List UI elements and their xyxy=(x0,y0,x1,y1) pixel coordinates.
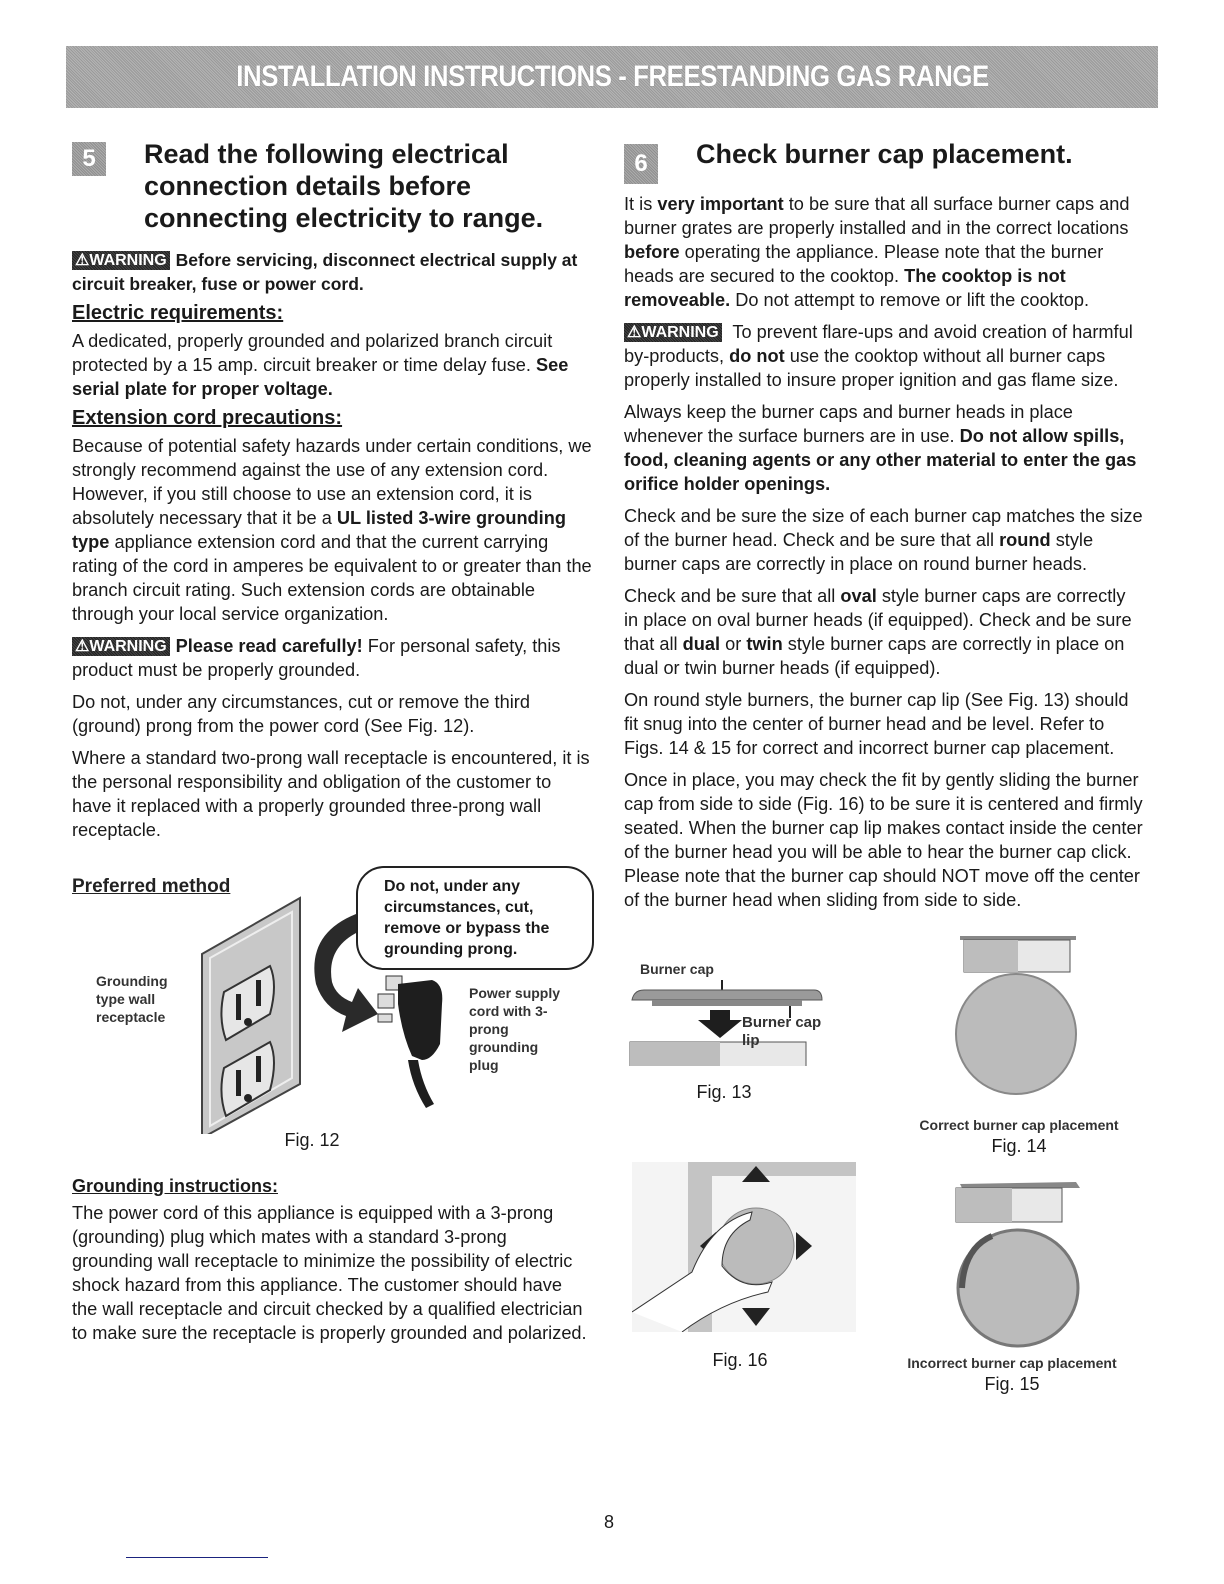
figure-14 xyxy=(894,932,1144,1156)
burner-cap-lip-label: Burner cap lip xyxy=(742,1014,822,1049)
warning-badge: ⚠WARNING xyxy=(72,251,170,270)
extension-cord-text: Because of potential safety hazards under certain conditions, we strongly recommend against the use of any extension cord. However, if you still choose to use an extension cord, it is absolutely necessary that it be a UL listed 3-wire grounding type appliance extension cord and that the current carrying rating of the cord in amperes be equivalent to or greater than the branch circuit rating. Such extension cords are obtainable through your local service organization. xyxy=(72,436,592,624)
oval-dual-paragraph: Check and be sure that all oval style burner caps are correctly in place on oval burner heads (if equipped). Check and be sure that all dual or twin style burner caps are correctly in place on dual or twin burner heads (if equipped). xyxy=(624,586,1132,678)
figure-16 xyxy=(624,1162,864,1382)
step-number-badge: 5 xyxy=(72,142,106,176)
extension-cord-heading: Extension cord precautions: xyxy=(72,407,343,429)
preferred-method-heading: Preferred method xyxy=(72,876,231,897)
hand-sliding-cap-illustration xyxy=(632,1162,856,1332)
receptacle-paragraph: Where a standard two-prong wall receptacle is encountered, it is the personal responsibility and obligation of the customer to have it replaced with a properly grounded three-prong wall receptacle. xyxy=(72,748,590,840)
footer-rule xyxy=(126,1557,268,1558)
warning-callout: Do not, under any circumstances, cut, remove or bypass the grounding prong. xyxy=(356,866,594,970)
receptacle-label: Grounding type wall receptacle xyxy=(96,973,168,1025)
wall-receptacle-illustration xyxy=(192,894,312,1134)
figure-12 xyxy=(72,864,592,1164)
warning-badge: ⚠WARNING xyxy=(624,323,722,342)
step-6-header xyxy=(624,138,1144,184)
grounding-instructions-text: The power cord of this appliance is equipped with a 3-prong (grounding) plug which mates with a standard 3-prong grounding wall receptacle to minimize the possibility of electric shock hazard from this appliance. The customer should have the wall receptacle and circuit checked by a qualified electrician to make sure the receptacle is properly grounded and polarized. xyxy=(72,1203,587,1343)
incorrect-placement-label: Incorrect burner cap placement xyxy=(907,1355,1117,1371)
prong-paragraph: Do not, under any circumstances, cut or remove the third (ground) prong from the power cord (See Fig. 12). xyxy=(72,692,530,736)
round-burner-paragraph: On round style burners, the burner cap lip (See Fig. 13) should fit snug into the center of burner head and be level. Refer to Figs. 14 & 15 for correct and incorrect burner cap placement. xyxy=(624,690,1129,758)
step-5-header xyxy=(72,138,592,234)
fig-13-caption: Fig. 13 xyxy=(696,1082,752,1102)
step-5-title: Read the following electrical connection details before connecting electricity to range. xyxy=(144,139,544,233)
three-prong-plug-illustration xyxy=(372,964,462,1114)
warning-grounded: ⚠WARNING Please read carefully! For personal safety, this product must be properly grounded. xyxy=(72,636,561,680)
plug-label: Power supply cord with 3-prong grounding plug xyxy=(469,985,561,1073)
banner-title: INSTALLATION INSTRUCTIONS - FREESTANDING GAS RANGE xyxy=(235,60,989,93)
fig-15-caption: Fig. 15 xyxy=(984,1374,1040,1394)
figure-15 xyxy=(880,1178,1144,1418)
warning-disconnect: ⚠WARNING Before servicing, disconnect electrical supply at circuit breaker, fuse or power cord. xyxy=(72,250,578,294)
correct-cap-illustration xyxy=(954,932,1084,1102)
electric-requirements-heading: Electric requirements: xyxy=(72,302,284,324)
figure-13 xyxy=(624,932,824,1102)
warning-badge: ⚠WARNING xyxy=(72,637,170,656)
intro-paragraph: It is very important to be sure that all surface burner caps and burner grates are properly installed and in the correct locations before operating the appliance. Please note that the burner heads are secured to the cooktop. The cooktop is not removeable. Do not attempt to remove or lift the cooktop. xyxy=(624,194,1130,310)
correct-placement-label: Correct burner cap placement xyxy=(919,1117,1119,1133)
fit-check-paragraph: Once in place, you may check the fit by gently sliding the burner cap from side to side (Fig. 16) to be sure it is centered and firmly seated. When the burner cap lip makes contact inside the center of the burner head you will be able to hear the burner cap click. Please note that the burner cap should NOT move off the center of the burner head when sliding from side to side. xyxy=(624,770,1143,910)
warning-flare-ups: ⚠WARNING To prevent flare-ups and avoid creation of harmful by-products, do not use the cooktop without all burner caps properly installed to insure proper ignition and gas flame size. xyxy=(624,322,1133,390)
page-banner xyxy=(66,46,1158,108)
step-6-title: Check burner cap placement. xyxy=(696,139,1073,169)
step-number-badge: 6 xyxy=(624,144,658,184)
incorrect-cap-illustration xyxy=(952,1178,1082,1348)
electric-requirements-text: A dedicated, properly grounded and polarized branch circuit protected by a 15 amp. circuit breaker or time delay fuse. See serial plate for proper voltage. xyxy=(72,331,569,399)
grounding-instructions-heading: Grounding instructions: xyxy=(72,1176,278,1196)
page-number: 8 xyxy=(604,1512,615,1532)
step-5-section xyxy=(72,138,592,1345)
keep-caps-paragraph: Always keep the burner caps and burner heads in place whenever the surface burners are in use. Do not allow spills, food, cleaning agents or any other material to enter the gas orifice holder openings. xyxy=(624,402,1137,494)
size-paragraph: Check and be sure the size of each burner cap matches the size of the burner head. Check and be sure that all round style burner caps are correctly in place on round burner heads. xyxy=(624,506,1143,574)
burner-cap-label: Burner cap xyxy=(640,961,714,977)
fig-12-caption: Fig. 12 xyxy=(284,1130,340,1150)
step-6-section xyxy=(624,138,1144,1402)
burner-figures xyxy=(624,932,1144,1402)
fig-16-caption: Fig. 16 xyxy=(712,1350,768,1370)
fig-14-caption: Fig. 14 xyxy=(991,1136,1047,1156)
